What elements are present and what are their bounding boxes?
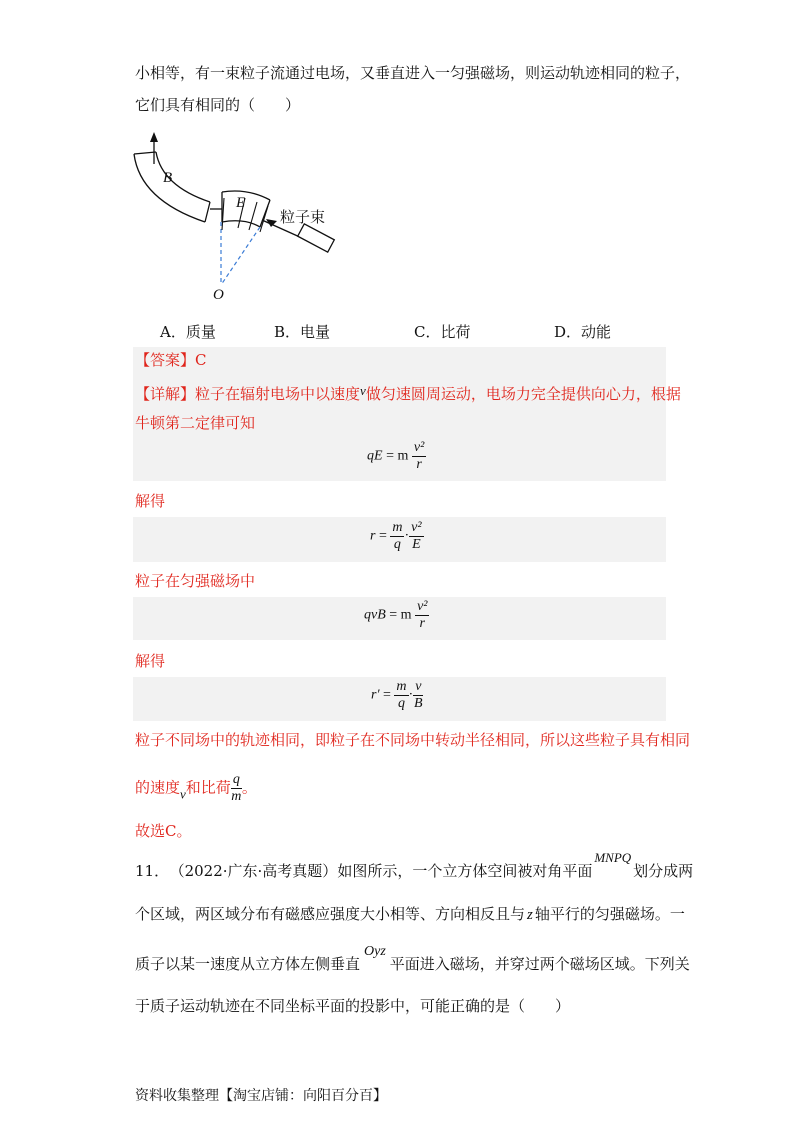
- eq4-den1: q: [397, 696, 405, 711]
- option-c[interactable]: C．比荷: [414, 323, 471, 341]
- question-text-line2: 它们具有相同的（ ）: [135, 96, 301, 114]
- eq2-den1: q: [393, 537, 401, 552]
- oyz-label: Oyz: [364, 944, 386, 959]
- eq1-frac: [412, 440, 426, 473]
- eq1-left: qE: [367, 448, 383, 464]
- eq1-eq: = m: [382, 448, 409, 464]
- mnpq-label: MNPQ: [594, 850, 632, 865]
- question11-line2: [135, 903, 685, 926]
- ratio-q-over-m: [231, 772, 242, 805]
- answer-tag: 【答案】: [135, 351, 196, 369]
- solve-label-1: 解得: [135, 492, 166, 510]
- question11-line4: 于质子运动轨迹在不同坐标平面的投影中，可能正确的是（ ）: [135, 997, 571, 1015]
- detail-text-b: 做匀速圆周运动，电场力完全提供向心力，根据: [365, 385, 681, 403]
- conclusion-text-c: 。: [241, 778, 257, 797]
- question11-line1: [135, 850, 694, 883]
- eq4-num1: m: [396, 679, 407, 694]
- eq4-num2: v: [415, 679, 422, 694]
- eq3-eq: = m: [385, 607, 412, 623]
- eq4-dot: ·: [408, 687, 414, 703]
- option-d[interactable]: D．动能: [554, 323, 612, 341]
- question11-number: 11．: [135, 862, 170, 880]
- eq2-num2: v²: [411, 520, 422, 535]
- eq4-left: r′: [371, 687, 380, 703]
- figure-label-o: O: [213, 287, 224, 303]
- answer-value: C: [195, 351, 207, 369]
- figure-label-e: E: [236, 195, 246, 211]
- question11-text-d: 轴平行的匀强磁场。一: [534, 905, 685, 923]
- conclusion-text-a: 的速度: [135, 778, 181, 797]
- eq4-eq: =: [379, 687, 395, 703]
- eq3-den: r: [419, 616, 425, 631]
- eq2-frac2: [409, 520, 423, 553]
- option-a[interactable]: A．质量: [160, 323, 216, 341]
- eq1-num: v²: [413, 440, 425, 455]
- eq2-left: r: [370, 528, 376, 544]
- eq3-num: v²: [417, 599, 428, 614]
- detail-var-v: v: [360, 383, 366, 398]
- question11-text-b: 划分成两: [633, 862, 694, 880]
- in-field-label: 粒子在匀强磁场中: [135, 572, 256, 590]
- answer-line: [135, 349, 207, 371]
- question-text-line1: 小相等，有一束粒子流通过电场，又垂直进入一匀强磁场，则运动轨迹相同的粒子，: [135, 64, 691, 82]
- qm-num: q: [232, 772, 240, 787]
- z-axis-label: z: [527, 907, 533, 923]
- detail-line2: 牛顿第二定律可知: [135, 414, 256, 432]
- eq3-left: qvB: [364, 607, 386, 623]
- eq1-den: r: [416, 457, 422, 472]
- detail-tag: 【详解】: [135, 385, 196, 403]
- conclusion-line2: [135, 772, 257, 810]
- eq2-num1: m: [392, 520, 403, 535]
- footer: 资料收集整理【淘宝店铺：向阳百分百】: [135, 1088, 387, 1104]
- eq4-frac1: [394, 679, 408, 712]
- choice-line: 故选C。: [135, 822, 192, 840]
- question11-text-f: 平面进入磁场，并穿过两个磁场区域。下列关: [389, 955, 690, 973]
- question11-text-a: 如图所示，一个立方体空间被对角平面: [337, 862, 593, 880]
- qm-den: m: [231, 789, 242, 804]
- equation-1: [367, 440, 426, 473]
- eq2-eq: =: [375, 528, 391, 544]
- equation-4: [371, 679, 423, 712]
- eq2-frac1: [390, 520, 404, 553]
- question11-text-e: 质子以某一速度从立方体左侧垂直: [135, 955, 361, 973]
- figure-label-b: B: [163, 170, 173, 186]
- detail-line1: [135, 380, 681, 405]
- question11-source: （2022·广东·高考真题）: [177, 862, 338, 880]
- option-b[interactable]: B．电量: [274, 323, 331, 341]
- equation-2: [370, 520, 424, 553]
- equation-3: [364, 599, 429, 632]
- conclusion-line1: 粒子不同场中的轨迹相同，即粒子在不同场中转动半径相同，所以这些粒子具有相同: [135, 731, 691, 749]
- question11-line3: [135, 944, 690, 977]
- eq3-frac: [415, 599, 429, 632]
- figure-label-particle-beam: 粒子束: [280, 208, 326, 226]
- eq4-den2: B: [414, 696, 423, 711]
- eq4-frac2: [413, 679, 423, 712]
- question11-text-c: 个区域，两区域分布有磁感应强度大小相等、方向相反且与: [135, 905, 526, 923]
- eq2-den2: E: [412, 537, 421, 552]
- solve-label-2: 解得: [135, 652, 166, 670]
- conclusion-text-b: 和比荷: [185, 778, 231, 797]
- conclusion-var-v: v: [180, 786, 186, 802]
- detail-text-a: 粒子在辐射电场中以速度: [195, 385, 361, 403]
- eq2-dot: ·: [404, 528, 410, 544]
